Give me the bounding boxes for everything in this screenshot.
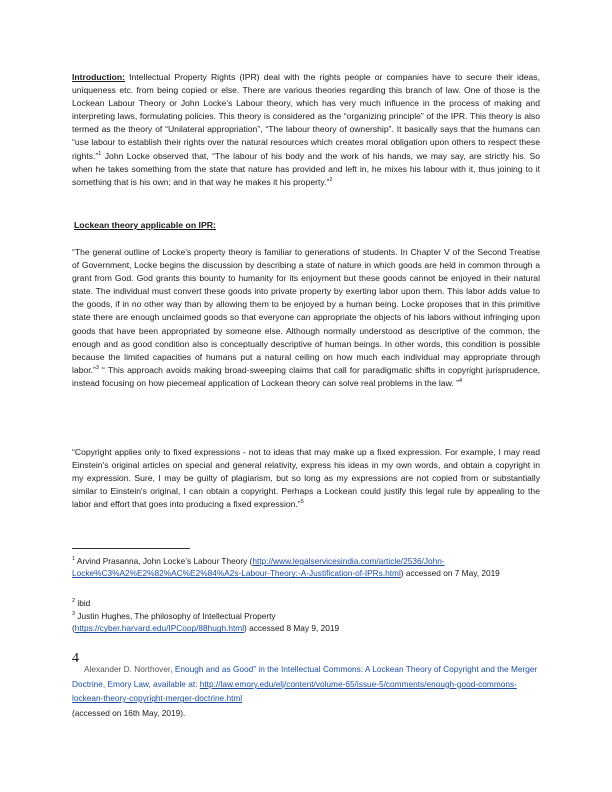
footnote-1-link[interactable]: http://www.legalservicesindia.com/article/2536/John-Locke%C3%A2%E2%82%AC%E2%84%A2s-Labour-Theory:-A-Justification-of-IPRs.html	[72, 556, 445, 579]
lockean-quote-paragraph	[72, 246, 540, 390]
section-heading: Lockean theory applicable on IPR:	[74, 220, 216, 230]
copyright-text: “Copyright applies only to fixed expressions - not to ideas that may make up a fixed expression. For example, I may read Einstein's original articles on special and general relativity, express his ideas in my own words, and obtain a copyright in my expression. Sure, I may be guilty of plagiarism, but so long as my expressions are not copied from or substantially similar to Einstein's original, I can obtain a copyright. Perhaps a Lockean could justify this legal rule by appealing to the labor and effort that goes into producing a fixed expression.”	[72, 447, 540, 510]
footnote-4-title: Enough and as Good” in the Intellectual Commons: A Lockean Theory of Copyright and the Merger Doctrine, Emory Law, available at:	[72, 664, 538, 689]
footnote-ref-3[interactable]: 3	[95, 364, 99, 371]
footnote-3-text: Justin Hughes, The philosophy of Intellectual Property	[75, 611, 276, 621]
footnote-3-link[interactable]: https://cyber.harvard.edu/IPCoop/88hugh.html	[74, 623, 245, 634]
footnote-ref-1[interactable]: 1	[98, 150, 102, 157]
footnote-1-accessed: ) accessed on 7 May, 2019	[400, 568, 500, 579]
footnote-4-author: Alexander D. Northover	[84, 664, 171, 674]
footnote-ref-4[interactable]: 4	[458, 378, 463, 385]
intro-paragraph	[72, 71, 540, 189]
copyright-paragraph	[72, 446, 540, 511]
footnote-ref-2[interactable]: 2	[329, 176, 333, 183]
approach-text: “ This approach avoids making broad-sweeping claims that call for paradigmatic shifts in copyright jurisprudence, instead focusing on how piecemeal application of Lockean theory can solve real problems in the law. ”	[72, 364, 540, 388]
footnote-3: $^3$ Justin Hughes, The philosophy of Intellectual Property (https://cyber.harvard.edu/IPCoop/88hugh.html) accessed 8 May 9, 2019	[72, 611, 340, 634]
footnote-4-number: 4	[72, 651, 79, 666]
footnote-separator	[72, 548, 190, 549]
intro-text-1: Intellectual Property Rights (IPR) deal with the rights people or companies have to secure their ideas, uniqueness etc. from being copied or else. There are various theories regarding this branch of law. One of those is the Lockean Labour Theory or John Locke’s Labour theory, which has very much influence in the process of making and interpreting laws, formulating policies. This theory is considered as the “organizing principle” of the IPR. This theory is also termed as the theory of “Unilateral appropriation”, “The labour theory of ownership”. It basically says that the humans can “use labour to establish their rights over the natural resources which creates moral obligation upon others to respect these rights.”	[72, 72, 540, 161]
footnote-1	[72, 555, 540, 580]
footnote-3-accessed: accessed 8 May 9, 2019	[246, 623, 340, 634]
footnote-2-text: ibid	[75, 598, 91, 608]
footnote-4-accessed: (accessed on 16th May, 2019).	[72, 707, 186, 718]
footnote-2-number: 2	[72, 598, 76, 605]
footnote-4-link[interactable]: http://law.emory.edu/elj/content/volume-65/issue-5/comments/enough-good-commons-lockean-theory-copyright-merger-doctrine.html	[72, 678, 517, 704]
footnote-2	[72, 597, 540, 609]
footnote-4-separator: ,	[170, 664, 175, 674]
intro-text-2: John Locke observed that, “The labour of his body and the work of his hands, we may say, are strictly his. So when he takes something from the state that nature has provided and left in, he mixes his labour with it, thus joining to it something that is his own; and in that way he makes it his property.”	[72, 150, 540, 187]
footnote-ref-5[interactable]: 5	[300, 499, 304, 506]
intro-heading: Introduction:	[72, 72, 125, 82]
footnote-4	[72, 662, 540, 720]
footnote-1-number: 1	[72, 556, 76, 563]
lockean-quote-text: “The general outline of Locke's property theory is familiar to generations of students. In Chapter V of the Second Treatise of Government, Locke begins the discussion by describing a state of nature in which goods are held in common through a grant from God. God grants this bounty to humanity for its enjoyment but these goods cannot be enjoyed in their natural state. The individual must convert these goods into private property by exerting labor upon them. This labor adds value to the goods, if in no other way than by allowing them to be enjoyed by a human being. Locke proposes that in this primitive state there are enough unclaimed goods so that everyone can appropriate the objects of his labors without infringing upon goods that have been appropriated by someone else. Although normally understood as descriptive of the common, the enough and as good condition also is conceptually descriptive of human beings. In other words, this condition is possible because the limited capacities of humans put a natural ceiling on how much each individual may appropriate through labor.”	[72, 247, 540, 375]
footnote-3-number: 3	[72, 611, 76, 618]
footnote-1-text: Arvind Prasanna, John Locke’s Labour Theory (	[75, 556, 253, 566]
